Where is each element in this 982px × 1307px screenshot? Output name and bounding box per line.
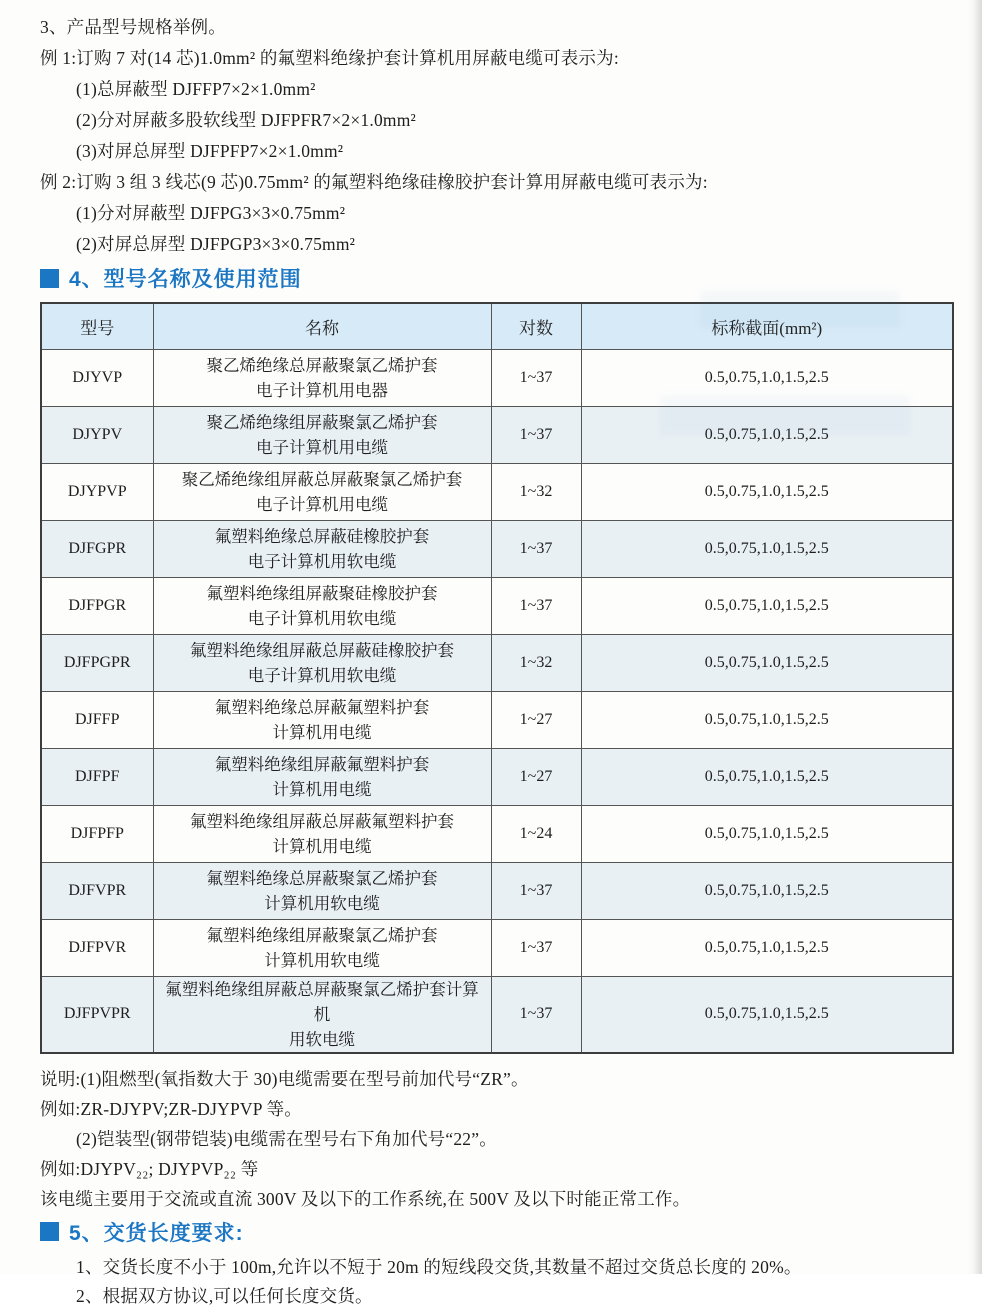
col-header-name: 名称 [153, 303, 491, 349]
cell-name-line1: 氟塑料绝缘组屏蔽总屏蔽硅橡胶护套 [190, 640, 454, 660]
cell-name-line1: 氟塑料绝缘组屏蔽聚氯乙烯护套 [206, 925, 438, 945]
model-spec-table [40, 302, 954, 1054]
cell-model: DJYPV [41, 406, 153, 463]
table-row-djyvp [41, 349, 953, 406]
table-row-djypv [41, 406, 953, 463]
col-header-model: 型号 [41, 303, 153, 349]
table-row-djfpvpr [41, 976, 953, 1053]
table-row-djfpfp [41, 805, 953, 862]
cell-pairs: 1~37 [491, 976, 581, 1053]
table-row-djfvpr [41, 862, 953, 919]
cell-model: DJFPGPR [41, 634, 153, 691]
cell-name [153, 748, 491, 805]
note-line-3: (2)铠装型(钢带铠装)电缆需在型号右下角加代号“22”。 [76, 1128, 497, 1149]
cell-model: DJFPFP [41, 805, 153, 862]
cell-name-line2: 电子计算机用电器 [256, 380, 388, 400]
cell-pairs: 1~37 [491, 919, 581, 976]
cell-cross-section: 0.5,0.75,1.0,1.5,2.5 [581, 976, 953, 1053]
note-line-4: 例如:DJYPV₂₂; DJYPVP₂₂ 等 [40, 1158, 259, 1179]
cell-name-line1: 聚乙烯绝缘组屏蔽聚氯乙烯护套 [206, 412, 438, 432]
cell-name-line2: 计算机用电缆 [272, 836, 372, 856]
cell-name-line2: 电子计算机用软电缆 [247, 551, 397, 571]
cell-model: DJFPVR [41, 919, 153, 976]
cell-name-line1: 氟塑料绝缘总屏蔽氟塑料护套 [214, 697, 430, 717]
cell-pairs: 1~37 [491, 406, 581, 463]
cell-model: DJYVP [41, 349, 153, 406]
cell-cross-section: 0.5,0.75,1.0,1.5,2.5 [581, 748, 953, 805]
cell-cross-section: 0.5,0.75,1.0,1.5,2.5 [581, 463, 953, 520]
cell-name [153, 634, 491, 691]
cell-cross-section: 0.5,0.75,1.0,1.5,2.5 [581, 805, 953, 862]
example2-title: 例 2:订购 3 组 3 线芯(9 芯)0.75mm² 的氟塑料绝缘硅橡胶护套计算用屏蔽电缆可表示为: [40, 172, 708, 192]
cell-pairs: 1~37 [491, 862, 581, 919]
cell-name-line2: 计算机用软电缆 [264, 950, 380, 970]
section5-title: 5、交货长度要求: [69, 1221, 244, 1245]
cell-name [153, 919, 491, 976]
section4-title: 4、型号名称及使用范围 [69, 268, 302, 291]
cell-model: DJFPVPR [41, 976, 153, 1053]
cell-cross-section: 0.5,0.75,1.0,1.5,2.5 [581, 919, 953, 976]
cell-name [153, 577, 491, 634]
section-bullet-icon [40, 1222, 59, 1241]
cell-cross-section: 0.5,0.75,1.0,1.5,2.5 [581, 691, 953, 748]
cell-cross-section: 0.5,0.75,1.0,1.5,2.5 [581, 349, 953, 406]
cell-model: DJFPGR [41, 577, 153, 634]
cell-model: DJYPVP [41, 463, 153, 520]
cell-name-line2: 计算机用电缆 [272, 722, 372, 742]
cell-name-line1: 聚乙烯绝缘组屏蔽总屏蔽聚氯乙烯护套 [181, 469, 463, 489]
table-header-row [41, 303, 953, 349]
cell-pairs: 1~27 [491, 748, 581, 805]
example2-item-2: (2)对屏总屏型 DJFPGP3×3×0.75mm² [76, 234, 356, 254]
cell-name-line2: 电子计算机用软电缆 [247, 608, 397, 628]
cell-model: DJFVPR [41, 862, 153, 919]
cell-name-line1: 氟塑料绝缘组屏蔽总屏蔽氟塑料护套 [190, 811, 454, 831]
cell-name-line1: 氟塑料绝缘组屏蔽总屏蔽聚氯乙烯护套计算机 [165, 979, 479, 1024]
col-header-pairs: 对数 [491, 303, 581, 349]
note-line-1: 说明:(1)阻燃型(氧指数大于 30)电缆需要在型号前加代号“ZR”。 [40, 1068, 529, 1089]
section5-items [40, 1256, 956, 1307]
col-header-cross-section: 标称截面(mm²) [581, 303, 953, 349]
table-row-djfgpr [41, 520, 953, 577]
example1-item-1: (1)总屏蔽型 DJFFP7×2×1.0mm² [76, 79, 316, 99]
section-bullet-icon [40, 269, 59, 288]
cell-pairs: 1~37 [491, 349, 581, 406]
cell-name-line1: 聚乙烯绝缘总屏蔽聚氯乙烯护套 [206, 355, 438, 375]
cell-pairs: 1~37 [491, 577, 581, 634]
section5-heading [40, 1218, 956, 1246]
cell-name [153, 520, 491, 577]
cell-name [153, 805, 491, 862]
cell-name-line2: 电子计算机用电缆 [256, 437, 388, 457]
cell-name [153, 691, 491, 748]
table-row-djfpgpr [41, 634, 953, 691]
notes-block [40, 1068, 956, 1210]
cell-name-line2: 计算机用软电缆 [264, 893, 380, 913]
cell-name-line1: 氟塑料绝缘组屏蔽聚硅橡胶护套 [206, 583, 438, 603]
section5-item-2: 2、根据双方协议,可以任何长度交货。 [76, 1285, 373, 1306]
cell-pairs: 1~32 [491, 463, 581, 520]
cell-cross-section: 0.5,0.75,1.0,1.5,2.5 [581, 862, 953, 919]
section5-item-1: 1、交货长度不小于 100m,允许以不短于 20m 的短线段交货,其数量不超过交货总长度的 20%。 [76, 1256, 802, 1277]
cell-name [153, 463, 491, 520]
table-row-djfpvr [41, 919, 953, 976]
example1-item-2: (2)分对屏蔽多股软线型 DJFPFR7×2×1.0mm² [76, 110, 416, 130]
cell-pairs: 1~24 [491, 805, 581, 862]
cell-cross-section: 0.5,0.75,1.0,1.5,2.5 [581, 520, 953, 577]
cell-cross-section: 0.5,0.75,1.0,1.5,2.5 [581, 634, 953, 691]
cell-name-line2: 电子计算机用软电缆 [247, 665, 397, 685]
cell-name-line1: 氟塑料绝缘组屏蔽氟塑料护套 [214, 754, 430, 774]
cell-name-line1: 氟塑料绝缘总屏蔽聚氯乙烯护套 [206, 868, 438, 888]
cell-name-line2: 用软电缆 [289, 1029, 355, 1049]
cell-pairs: 1~32 [491, 634, 581, 691]
example1-item-3: (3)对屏总屏型 DJFPFP7×2×1.0mm² [76, 141, 344, 161]
table-row-djfpf [41, 748, 953, 805]
table-row-djffp [41, 691, 953, 748]
example2-item-1: (1)分对屏蔽型 DJFPG3×3×0.75mm² [76, 203, 346, 223]
cell-pairs: 1~27 [491, 691, 581, 748]
cell-model: DJFGPR [41, 520, 153, 577]
cell-name-line2: 计算机用电缆 [272, 779, 372, 799]
example1-title: 例 1:订购 7 对(14 芯)1.0mm² 的氟塑料绝缘护套计算机用屏蔽电缆可表示为: [40, 48, 619, 68]
intro-line: 3、产品型号规格举例。 [40, 17, 226, 37]
cell-cross-section: 0.5,0.75,1.0,1.5,2.5 [581, 406, 953, 463]
cell-name [153, 976, 491, 1053]
cell-cross-section: 0.5,0.75,1.0,1.5,2.5 [581, 577, 953, 634]
section4-heading [40, 264, 956, 292]
cell-pairs: 1~37 [491, 520, 581, 577]
note-line-5: 该电缆主要用于交流或直流 300V 及以下的工作系统,在 500V 及以下时能正常工作。 [40, 1188, 691, 1209]
cell-name [153, 349, 491, 406]
table-row-djypvp [41, 463, 953, 520]
note-line-2: 例如:ZR-DJYPV;ZR-DJYPVP 等。 [40, 1098, 302, 1119]
cell-name-line2: 电子计算机用电缆 [256, 494, 388, 514]
cell-model: DJFPF [41, 748, 153, 805]
cell-model: DJFFP [41, 691, 153, 748]
cell-name-line1: 氟塑料绝缘总屏蔽硅橡胶护套 [214, 526, 430, 546]
cell-name [153, 406, 491, 463]
table-row-djfpgr [41, 577, 953, 634]
cell-name [153, 862, 491, 919]
